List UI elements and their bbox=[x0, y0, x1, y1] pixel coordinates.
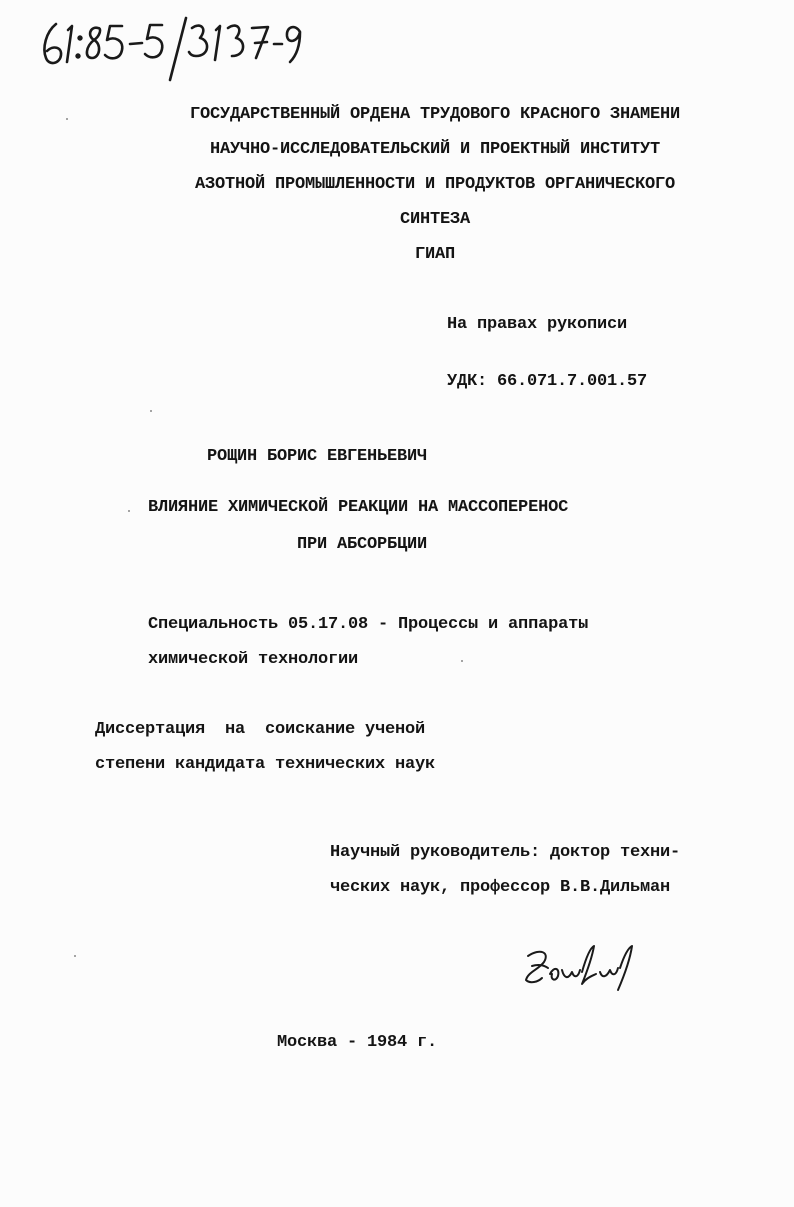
udk-code: УДК: 66.071.7.001.57 bbox=[447, 372, 648, 391]
dissertation-title-line-2: ПРИ АБСОРБЦИИ bbox=[297, 535, 428, 554]
scan-speck bbox=[461, 660, 463, 662]
specialty-line-2: химической технологии bbox=[148, 650, 359, 669]
supervisor-line-2: ческих наук, профессор В.В.Дильман bbox=[330, 878, 671, 897]
supervisor-signature bbox=[520, 938, 640, 994]
manuscript-rights-note: На правах рукописи bbox=[447, 315, 628, 334]
dissertation-title-line-1: ВЛИЯНИЕ ХИМИЧЕСКОЙ РЕАКЦИИ НА МАССОПЕРЕНОС bbox=[148, 498, 569, 517]
degree-statement-line-2: степени кандидата технических наук bbox=[95, 755, 436, 774]
scan-speck bbox=[74, 955, 76, 957]
scan-speck bbox=[128, 510, 130, 512]
institution-line-2: НАУЧНО-ИССЛЕДОВАТЕЛЬСКИЙ И ПРОЕКТНЫЙ ИНСТИТУТ bbox=[209, 140, 661, 159]
institution-line-1: ГОСУДАРСТВЕННЫЙ ОРДЕНА ТРУДОВОГО КРАСНОГО ЗНАМЕНИ bbox=[189, 105, 681, 124]
specialty-line-1: Специальность 05.17.08 - Процессы и аппараты bbox=[148, 615, 589, 634]
institution-line-4: СИНТЕЗА bbox=[399, 210, 470, 229]
institution-line-3: АЗОТНОЙ ПРОМЫШЛЕННОСТИ И ПРОДУКТОВ ОРГАНИЧЕСКОГО bbox=[194, 175, 676, 194]
supervisor-line-1: Научный руководитель: доктор техни- bbox=[330, 843, 681, 862]
institution-abbreviation: ГИАП bbox=[414, 245, 455, 264]
scan-speck bbox=[66, 118, 68, 120]
degree-statement-line-1: Диссертация на соискание ученой bbox=[95, 720, 426, 739]
handwritten-catalog-mark bbox=[34, 10, 304, 82]
place-and-year: Москва - 1984 г. bbox=[277, 1033, 438, 1052]
author-name: РОЩИН БОРИС ЕВГЕНЬЕВИЧ bbox=[207, 447, 428, 466]
scan-speck bbox=[150, 410, 152, 412]
